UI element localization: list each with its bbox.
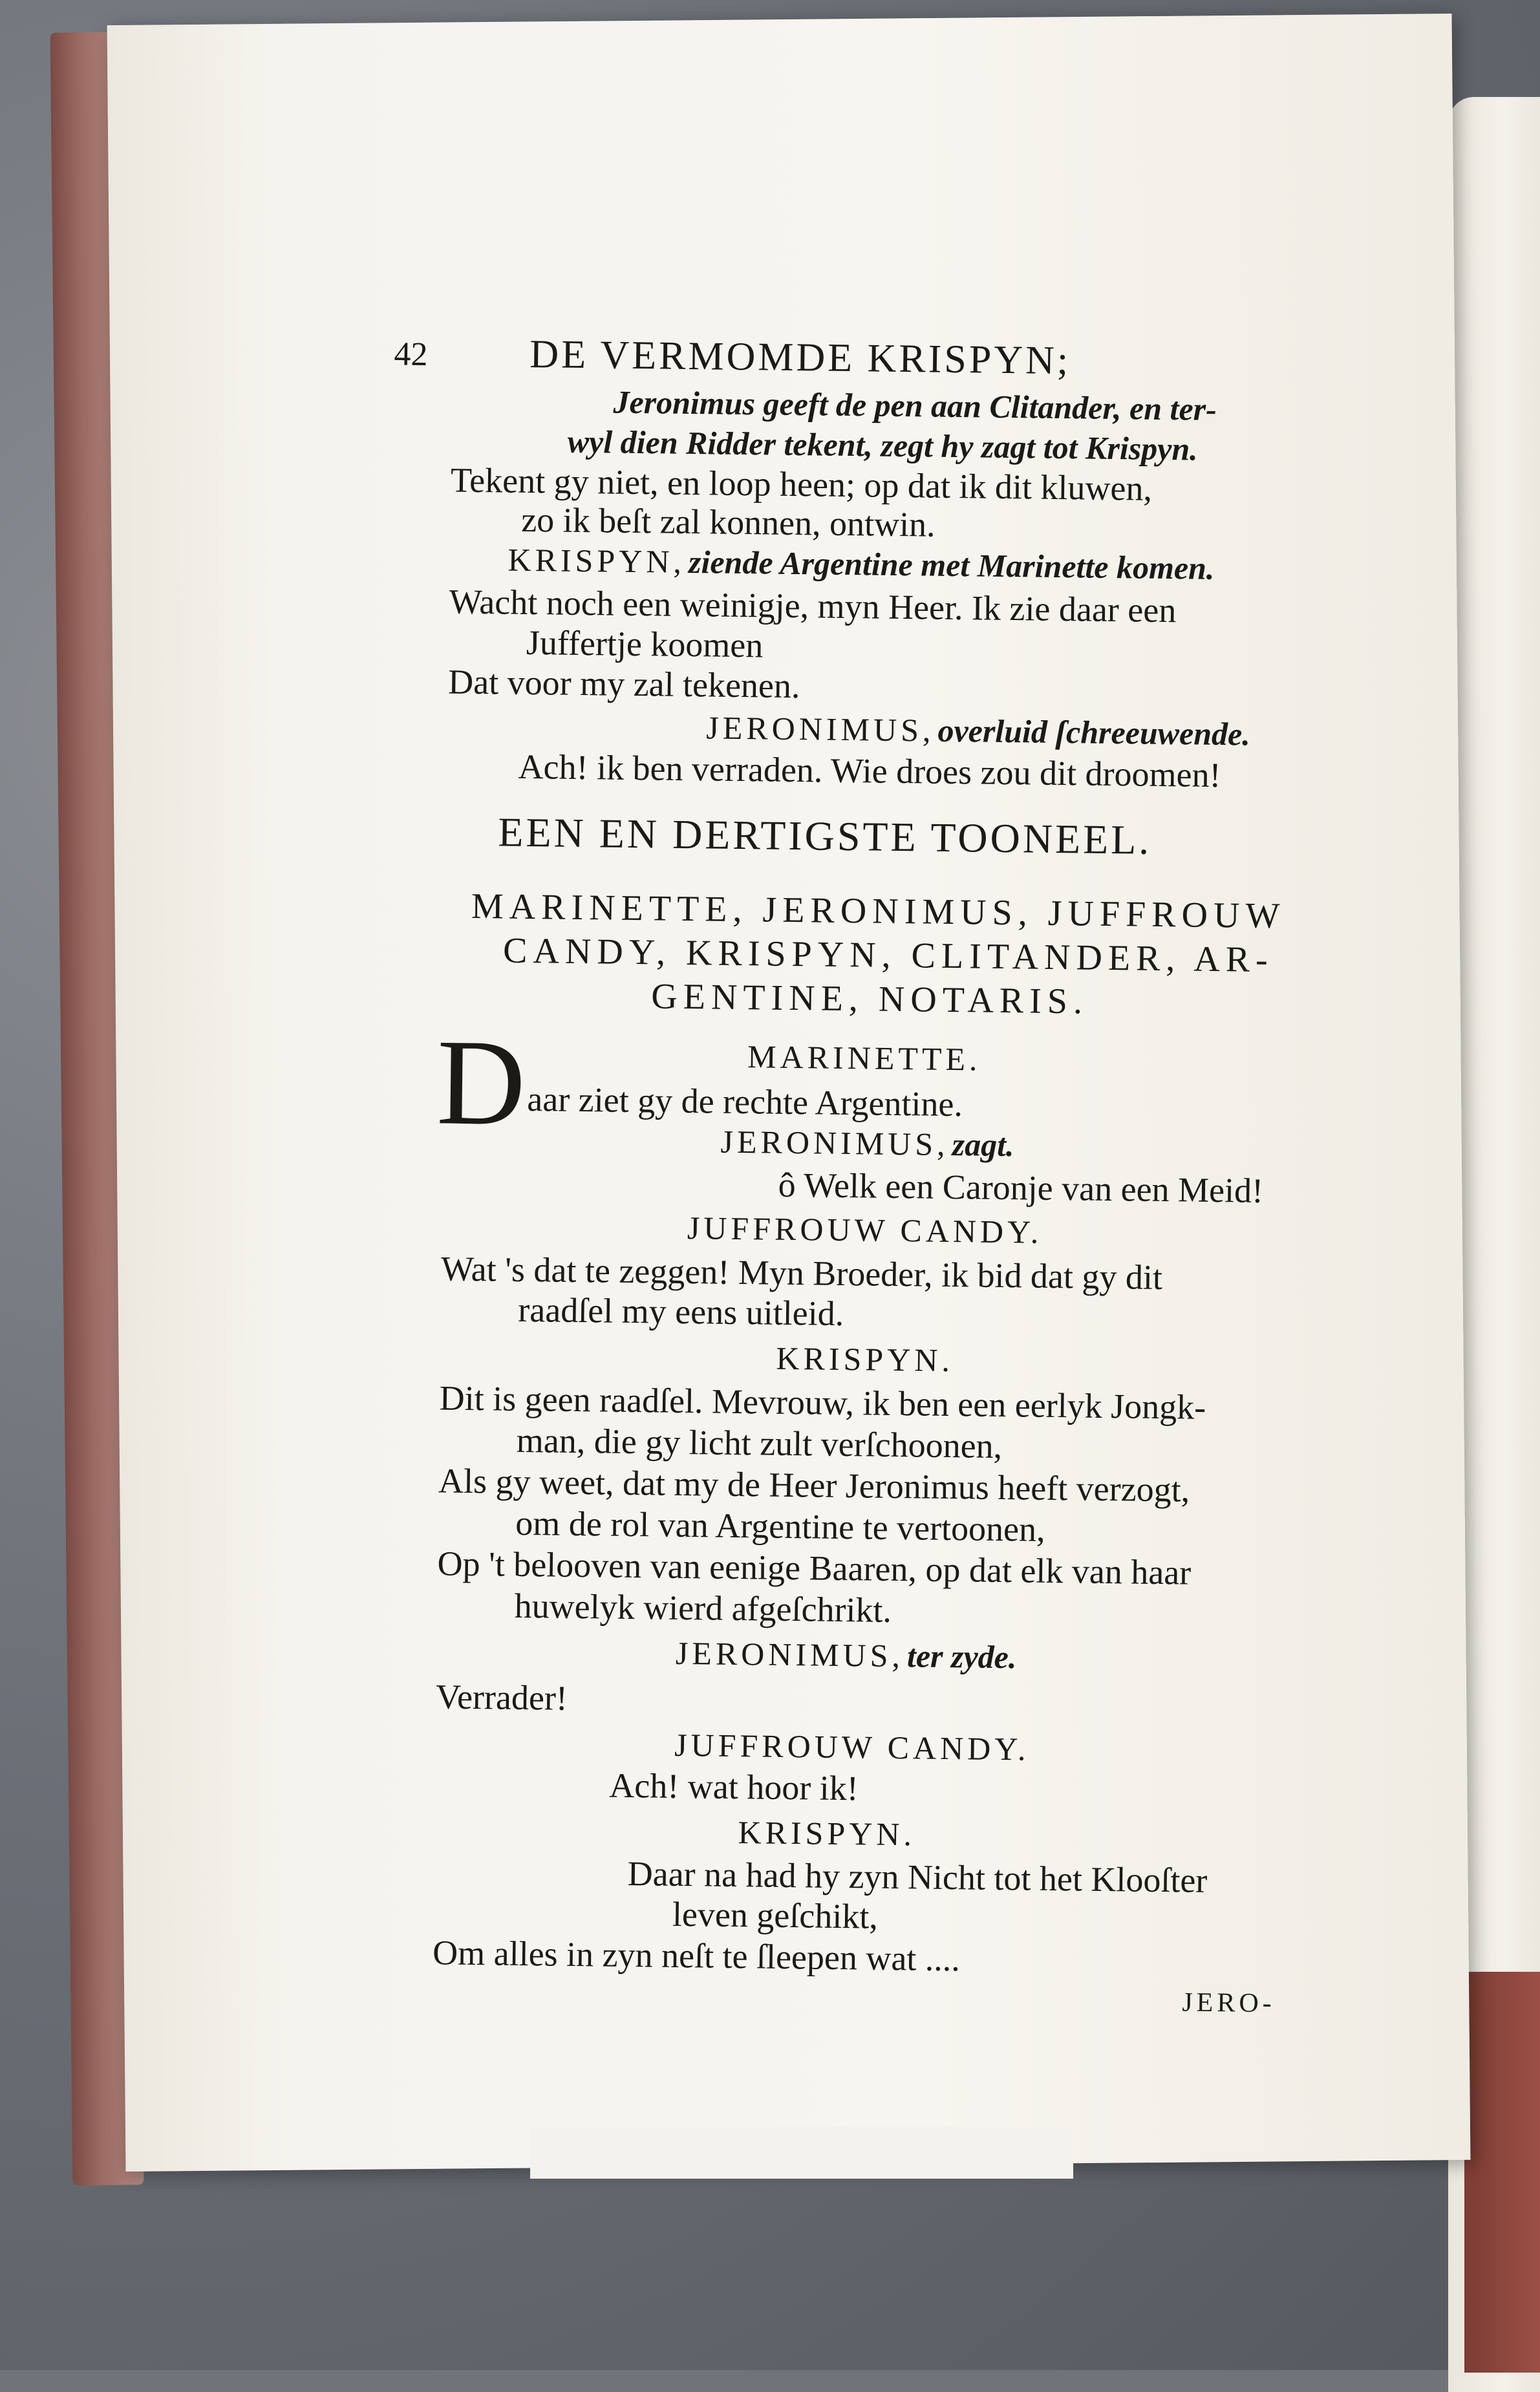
drop-cap: D [436,1014,527,1151]
speaker-name: KRISPYN. [776,1340,954,1379]
speaker-heading [720,1123,1014,1164]
stage-direction: ziende Argentine met Marinette komen. [688,543,1215,586]
verse-line: leven geſchikt, [672,1894,879,1936]
stage-direction: zagt. [952,1126,1014,1164]
verse-line: Wat 's dat te zeggen! Myn Broeder, ik bid dat gy dit [440,1249,1163,1297]
speaker-name: JERONIMUS, [675,1634,904,1674]
verse-line: om de rol van Argentine te vertoonen, [515,1503,1045,1549]
verse-line: Dat voor my zal tekenen. [447,662,800,706]
cast-list: GENTINE, NOTARIS. [650,976,1089,1022]
verse-line: Juffertje koomen [526,623,764,665]
verse-line: aar ziet gy de rechte Argentine. [526,1079,963,1124]
book-page [107,14,1471,2172]
stage-direction: wyl dien Ridder tekent, zegt hy zagt tot Krispyn. [567,423,1199,467]
verse-line: Ach! wat hoor ik! [609,1766,859,1808]
verse-line: zo ik beſt zal konnen, ontwin. [520,500,936,544]
scene-title: EEN EN DERTIGSTE TOONEEL. [497,809,1152,863]
speaker-name: JERONIMUS, [706,709,935,749]
speaker-name: JUFFROUW CANDY. [674,1726,1030,1767]
speaker-heading [706,709,1250,753]
verse-line: Op 't belooven van eenige Baaren, op dat elk van haar [437,1544,1192,1592]
cast-list: CANDY, KRISPYN, CLITANDER, AR- [502,930,1274,981]
running-head: DE VERMOMDE KRISPYN; [529,332,1071,383]
verse-line: ô Welk een Caronje van een Meid! [778,1165,1264,1210]
speaker-name: JUFFROUW CANDY. [687,1210,1043,1250]
catchword: JERO- [1182,1987,1276,2019]
speaker-name: MARINETTE. [747,1038,981,1078]
speaker-name: KRISPYN, [508,541,686,580]
stage-direction: ter zyde. [906,1638,1017,1676]
speaker-heading [508,541,1215,587]
verse-line: man, die gy licht zult verſchoonen, [516,1420,1003,1466]
stage-direction: Jeronimus geeft de pen aan Clitander, en ter- [613,383,1217,427]
verse-line: Daar na had hy zyn Nicht tot het Klooſter [627,1853,1208,1900]
page-text [394,332,1455,2019]
cast-list: MARINETTE, JERONIMUS, JUFFROUW [471,886,1286,937]
book-cover-edge-right [1464,1972,1540,2373]
verse-line: Tekent gy niet, en loop heen; op dat ik dit kluwen, [450,460,1153,508]
verse-line: Als gy weet, dat my de Heer Jeronimus heeft verzogt, [438,1461,1190,1510]
speaker-heading [676,1634,1017,1676]
speaker-name: JERONIMUS, [720,1123,949,1162]
verse-line: Wacht noch een weinigje, myn Heer. Ik zie daar een [449,582,1177,630]
stage-direction: overluid ſchreeuwende. [937,712,1251,753]
page-number: 42 [394,336,428,374]
redaction-patch [530,2127,1073,2179]
verse-line: raadſel my eens uitleid. [518,1290,844,1334]
verse-line: huwelyk wierd afgeſchrikt. [514,1586,892,1630]
speaker-name: KRISPYN. [738,1814,916,1853]
verse-line: Om alles in zyn neſt te ſleepen wat .... [432,1933,961,1979]
verse-line: Ach! ik ben verraden. Wie droes zou dit droomen! [518,747,1221,795]
verse-line: Verrader! [435,1677,568,1718]
verse-line: Dit is geen raadſel. Mevrouw, ik ben een eerlyk Jongk- [439,1378,1206,1427]
